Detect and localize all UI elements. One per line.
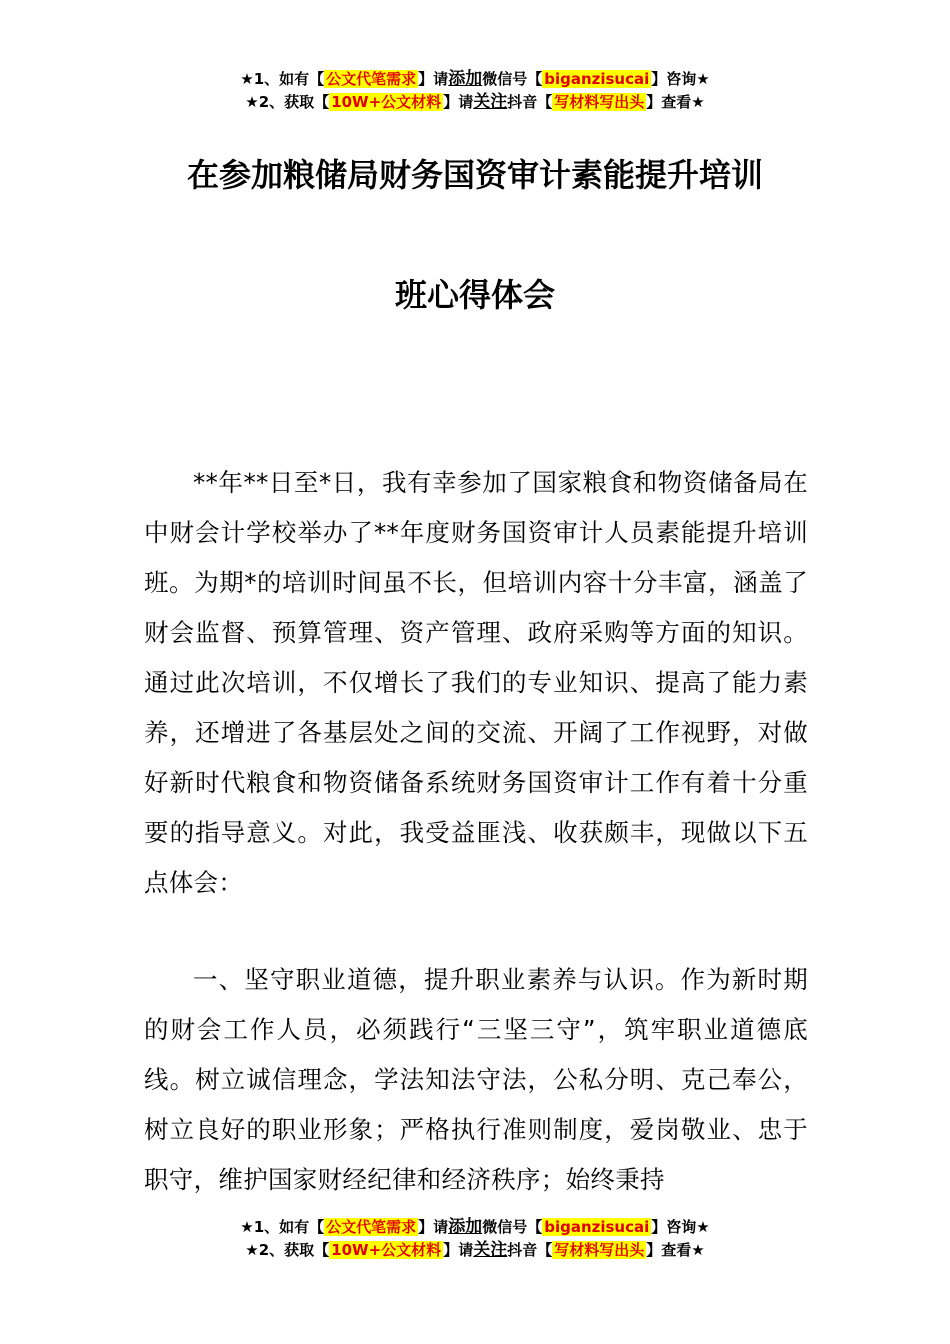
promo-text: 】查看★	[646, 93, 705, 111]
promo-underlined: 关注	[473, 1240, 508, 1260]
promo-line-2	[0, 1239, 950, 1262]
body-paragraph-1: **年**日至*日，我有幸参加了国家粮食和物资储备局在中财会计学校举办了**年度财务国资审计人员素能提升培训班。为期*的培训时间虽不长，但培训内容十分丰富，涵盖了财会监督、预算管理、资产管理、政府采购等方面的知识。通过此次培训，不仅增长了我们的专业知识、提高了能力素养，还增进了各基层处之间的交流、开阔了工作视野，对做好新时代粮食和物资储备系统财务国资审计工作有着十分重要的指导意义。对此，我受益匪浅、收获颇丰，现做以下五点体会：	[144, 468, 808, 897]
promo-text: 微信号【	[482, 70, 543, 88]
promo-text: 】请	[418, 1218, 449, 1236]
promo-line-1	[0, 68, 950, 91]
promo-underlined: 添加	[448, 1217, 483, 1237]
promo-banner-top	[0, 68, 950, 114]
promo-text: 抖音【	[507, 1241, 553, 1259]
promo-text: ★2、获取【	[245, 93, 330, 111]
promo-text: ★2、获取【	[245, 1241, 330, 1259]
body-paragraph-2: 一、坚守职业道德，提升职业素养与认识。作为新时期的财会工作人员，必须践行“三坚三守”，筑牢职业道德底线。树立诚信理念，学法知法守法，公私分明、克己奉公，树立良好的职业形象；严格执行准则制度，爱岗敬业、忠于职守，维护国家财经纪律和经济秩序；始终秉持	[144, 965, 808, 1194]
promo-underlined: 关注	[473, 92, 508, 112]
promo-text: 抖音【	[507, 93, 553, 111]
promo-text: ★1、如有【	[240, 1218, 325, 1236]
promo-text: 】请	[443, 1241, 474, 1259]
promo-text: 】咨询★	[651, 1218, 710, 1236]
promo-douyin-id: 写材料写出头	[554, 1241, 645, 1259]
document-title-line-1: 在参加粮储局财务国资审计素能提升培训	[186, 156, 763, 194]
promo-highlight: 10W+公文材料	[331, 1241, 442, 1259]
promo-douyin-id: 写材料写出头	[554, 93, 645, 111]
promo-text: 】咨询★	[651, 70, 710, 88]
promo-wechat-id: biganzisucai	[544, 1218, 650, 1236]
promo-text: 微信号【	[482, 1218, 543, 1236]
promo-line-2	[0, 91, 950, 114]
promo-wechat-id: biganzisucai	[544, 70, 650, 88]
promo-text: ★1、如有【	[240, 70, 325, 88]
promo-text: 】请	[418, 70, 449, 88]
promo-line-1	[0, 1216, 950, 1239]
promo-banner-bottom	[0, 1216, 950, 1262]
promo-highlight: 10W+公文材料	[331, 93, 442, 111]
promo-highlight: 公文代笔需求	[326, 70, 417, 88]
document-title-line-2: 班心得体会	[394, 276, 555, 314]
promo-text: 】查看★	[646, 1241, 705, 1259]
promo-highlight: 公文代笔需求	[326, 1218, 417, 1236]
promo-underlined: 添加	[448, 69, 483, 89]
promo-text: 】请	[443, 93, 474, 111]
